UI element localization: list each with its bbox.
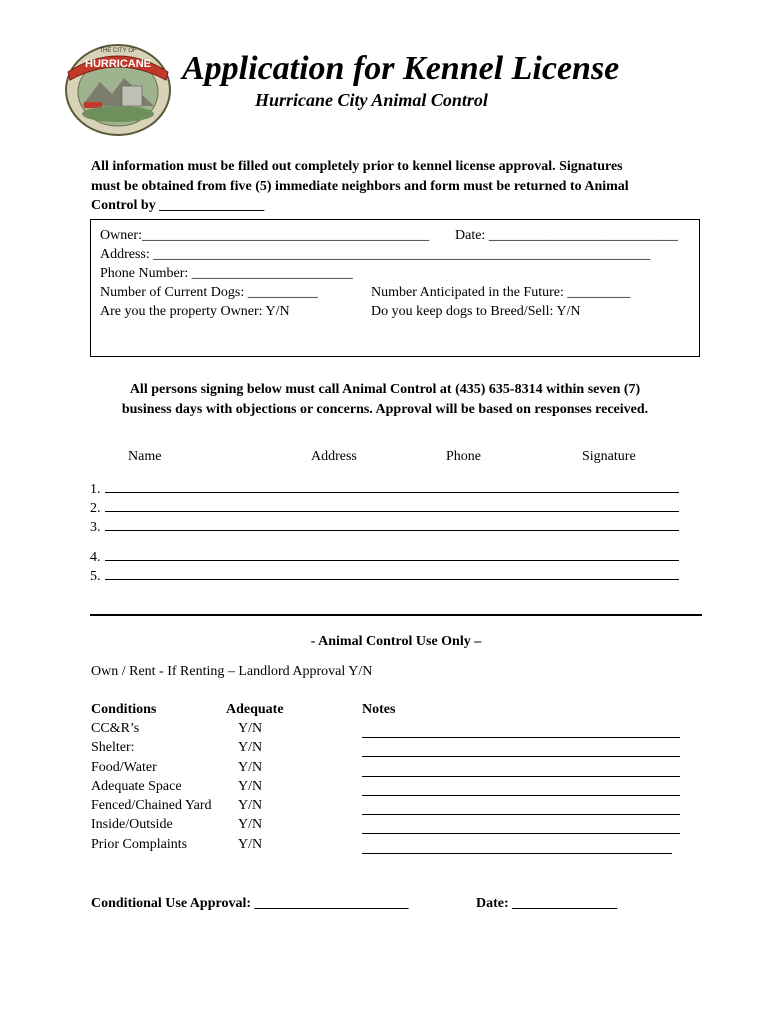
own-rent-line[interactable]: Own / Rent - If Renting – Landlord Approval Y/N [91,664,373,679]
adequate-yn[interactable]: Y/N [238,779,263,794]
intro-instructions [91,157,691,216]
owner-field[interactable]: Owner:_________________________________________ [100,228,429,243]
notes-line[interactable] [362,853,672,854]
control-by-field[interactable]: Control by _______________ [91,198,265,213]
intro-line: must be obtained from five (5) immediate neighbors and form must be returned to Animal [91,178,629,194]
intro-line: All information must be filled out completely prior to kennel license approval. Signatures [91,159,623,174]
column-signature: Signature [582,449,636,464]
adequate-yn[interactable]: Y/N [238,740,263,755]
form-title: Application for Kennel License [182,50,620,87]
condition-label: Shelter: [91,740,135,755]
neighbor-row[interactable] [90,567,679,585]
date-field[interactable]: Date: ___________________________ [455,228,678,243]
svg-text:THE CITY OF: THE CITY OF [99,48,137,54]
city-seal-logo [60,42,172,136]
anticipated-dogs-field[interactable]: Number Anticipated in the Future: _________ [371,285,631,300]
current-dogs-field[interactable]: Number of Current Dogs: __________ [100,285,318,300]
notes-line[interactable] [362,833,680,834]
office-use-heading: - Animal Control Use Only – [310,634,482,649]
condition-label: Adequate Space [91,779,182,794]
form-subtitle: Hurricane City Animal Control [255,90,488,110]
row-number: 5. [90,569,101,584]
property-owner-field[interactable]: Are you the property Owner: Y/N [100,304,290,319]
adequate-yn[interactable]: Y/N [238,760,263,775]
row-number: 1. [90,482,101,497]
notice-line: business days with objections or concerns. Approval will be based on responses received. [121,402,649,417]
conditional-use-approval-field[interactable]: Conditional Use Approval: ______________________ [91,896,409,911]
section-divider [90,614,702,616]
condition-label: Fenced/Chained Yard [91,798,212,813]
neighbor-row[interactable] [90,518,679,536]
notes-line[interactable] [362,795,680,796]
condition-label: Food/Water [91,760,157,775]
neighbor-entry-line[interactable] [105,480,679,493]
address-field[interactable]: Address: _______________________________________________________________________ [100,247,651,262]
notes-line[interactable] [362,814,680,815]
condition-label: Inside/Outside [91,817,173,832]
column-name: Name [128,449,162,464]
phone-field[interactable]: Phone Number: _______________________ [100,266,353,281]
neighbor-row[interactable] [90,480,679,498]
row-number: 2. [90,501,101,516]
column-address: Address [311,449,357,464]
conditions-heading: Conditions [91,702,157,717]
notes-heading: Notes [362,702,396,717]
notes-line[interactable] [362,737,680,738]
notes-line[interactable] [362,776,680,777]
svg-text:HURRICANE: HURRICANE [85,58,151,70]
notes-line[interactable] [362,756,680,757]
neighbor-row[interactable] [90,499,679,517]
neighbor-entry-line[interactable] [105,518,679,531]
adequate-yn[interactable]: Y/N [238,721,263,736]
neighbor-row[interactable] [90,548,679,566]
approval-date-field[interactable]: Date: _______________ [476,896,618,911]
column-phone: Phone [446,449,481,464]
breed-sell-field[interactable]: Do you keep dogs to Breed/Sell: Y/N [371,304,581,319]
row-number: 4. [90,550,101,565]
neighbor-notice [80,380,690,420]
adequate-yn[interactable]: Y/N [238,837,263,852]
adequate-yn[interactable]: Y/N [238,817,263,832]
notice-line: All persons signing below must call Animal Control at (435) 635-8314 within seven (7) [129,382,641,397]
row-number: 3. [90,520,101,535]
neighbor-entry-line[interactable] [105,567,679,580]
neighbor-entry-line[interactable] [105,499,679,512]
adequate-heading: Adequate [226,702,284,717]
condition-label: Prior Complaints [91,837,188,852]
adequate-yn[interactable]: Y/N [238,798,263,813]
condition-label: CC&R’s [91,721,140,736]
neighbor-entry-line[interactable] [105,548,679,561]
owner-info-box [90,219,700,357]
